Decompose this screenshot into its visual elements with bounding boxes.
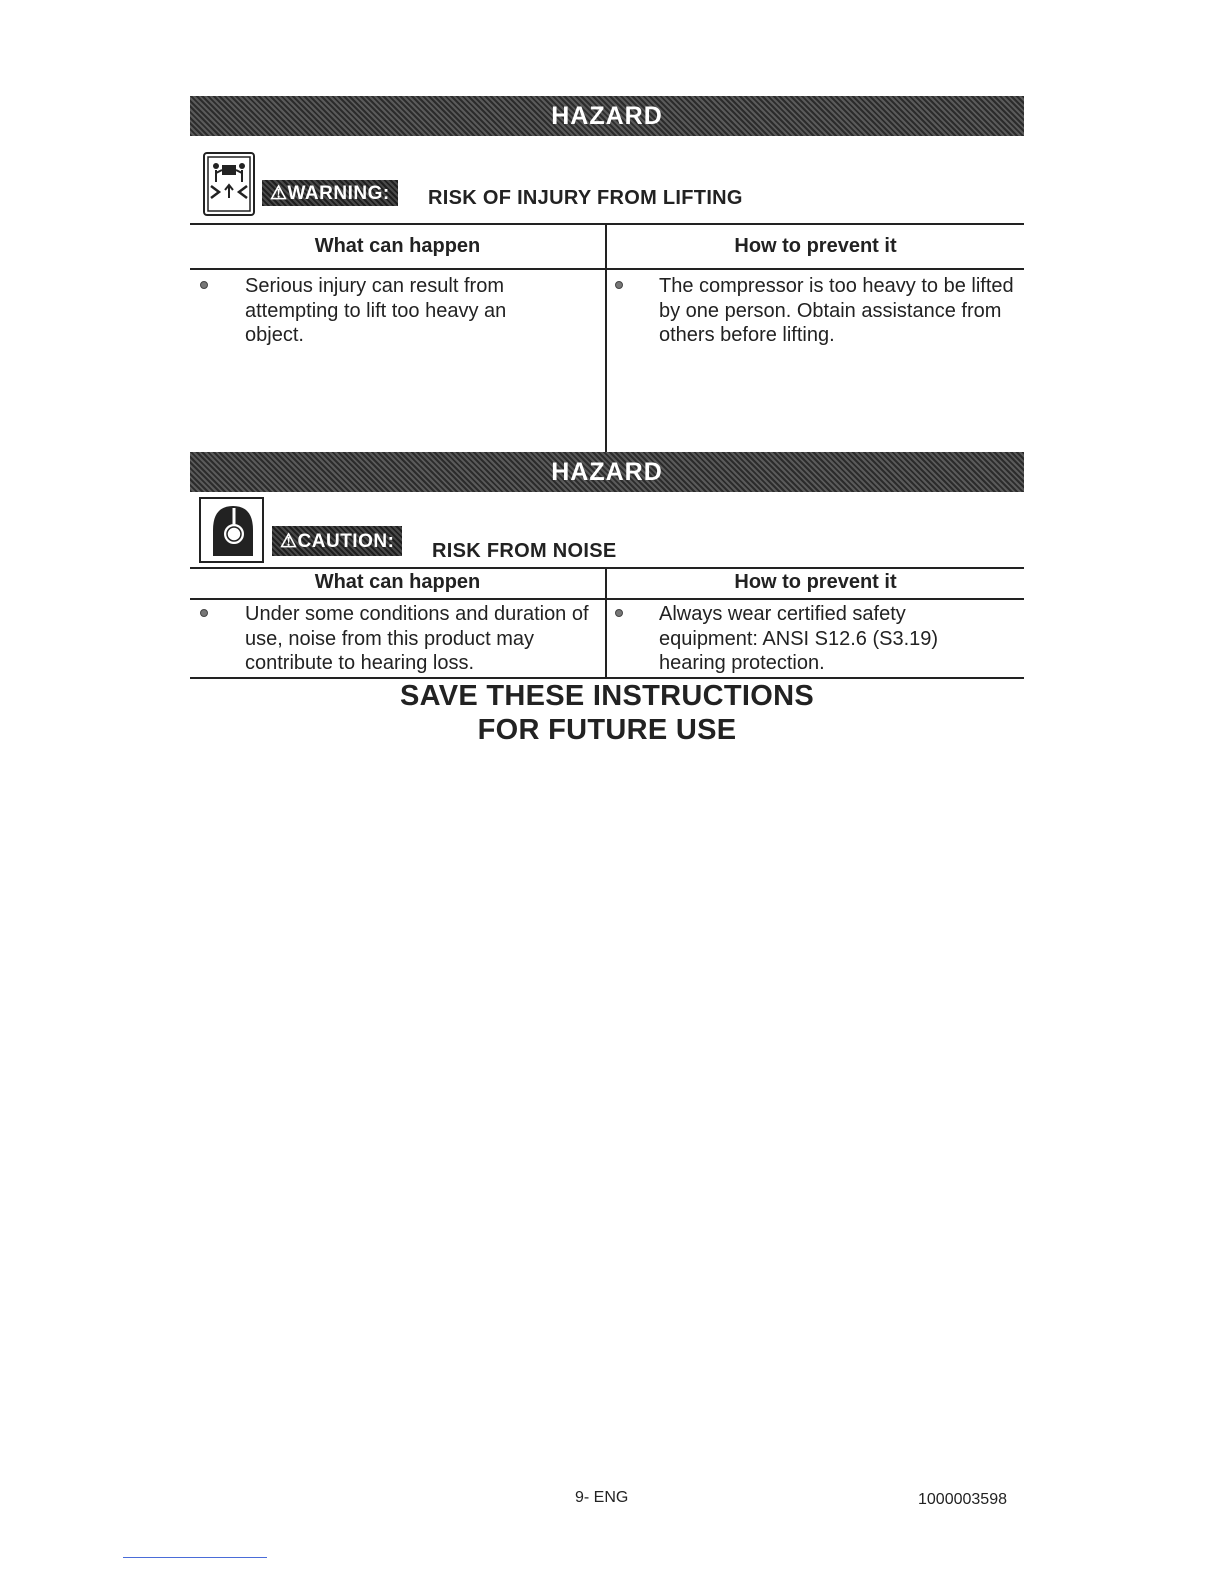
how-to-prevent-text: Always wear certified safety equipment: ANSI S12.6 (S3.19) hearing protection. [659,603,939,674]
bullet-icon [615,281,623,289]
column-header-how-to-prevent: How to prevent it [734,235,897,257]
link-underline [123,1557,267,1558]
column-header-what-can-happen: What can happen [314,571,481,593]
table-top-rule [190,223,1024,225]
bullet-icon [200,609,208,617]
table-top-rule [190,567,1024,569]
hazard-banner-label: HAZARD [551,457,663,486]
hearing-protection-icon [199,497,264,563]
save-instructions-heading: SAVE THESE INSTRUCTIONS [399,680,815,712]
bullet-icon [200,281,208,289]
header-rule [190,598,1024,600]
bullet-icon [615,609,623,617]
how-to-prevent-text: The compressor is too heavy to be lifted by one person. Obtain assistance from others before lifting. [659,275,1014,346]
hazard-banner [190,96,1024,136]
column-header-what-can-happen: What can happen [314,235,481,257]
what-can-happen-text: Serious injury can result from attempting to lift too heavy an object. [245,275,507,346]
warning-signal-label: ⚠WARNING: [262,180,398,206]
column-header-how-to-prevent: How to prevent it [734,571,897,593]
lifting-icon [203,152,255,216]
hazard-banner [190,452,1024,492]
what-can-happen-text: Under some conditions and duration of use, noise from this product may contribute to hearing loss. [245,603,589,674]
page-number: 9- ENG [575,1489,629,1506]
future-use-heading: FOR FUTURE USE [477,714,737,746]
header-rule [190,268,1024,270]
column-divider [605,567,607,678]
caution-signal-label: ⚠CAUTION: [272,526,402,556]
table-bottom-rule [190,677,1024,679]
risk-title: RISK FROM NOISE [432,540,617,562]
risk-title: RISK OF INJURY FROM LIFTING [428,187,743,209]
hazard-banner-label: HAZARD [551,101,663,130]
column-divider [605,223,607,452]
document-number: 1000003598 [918,1491,1007,1508]
